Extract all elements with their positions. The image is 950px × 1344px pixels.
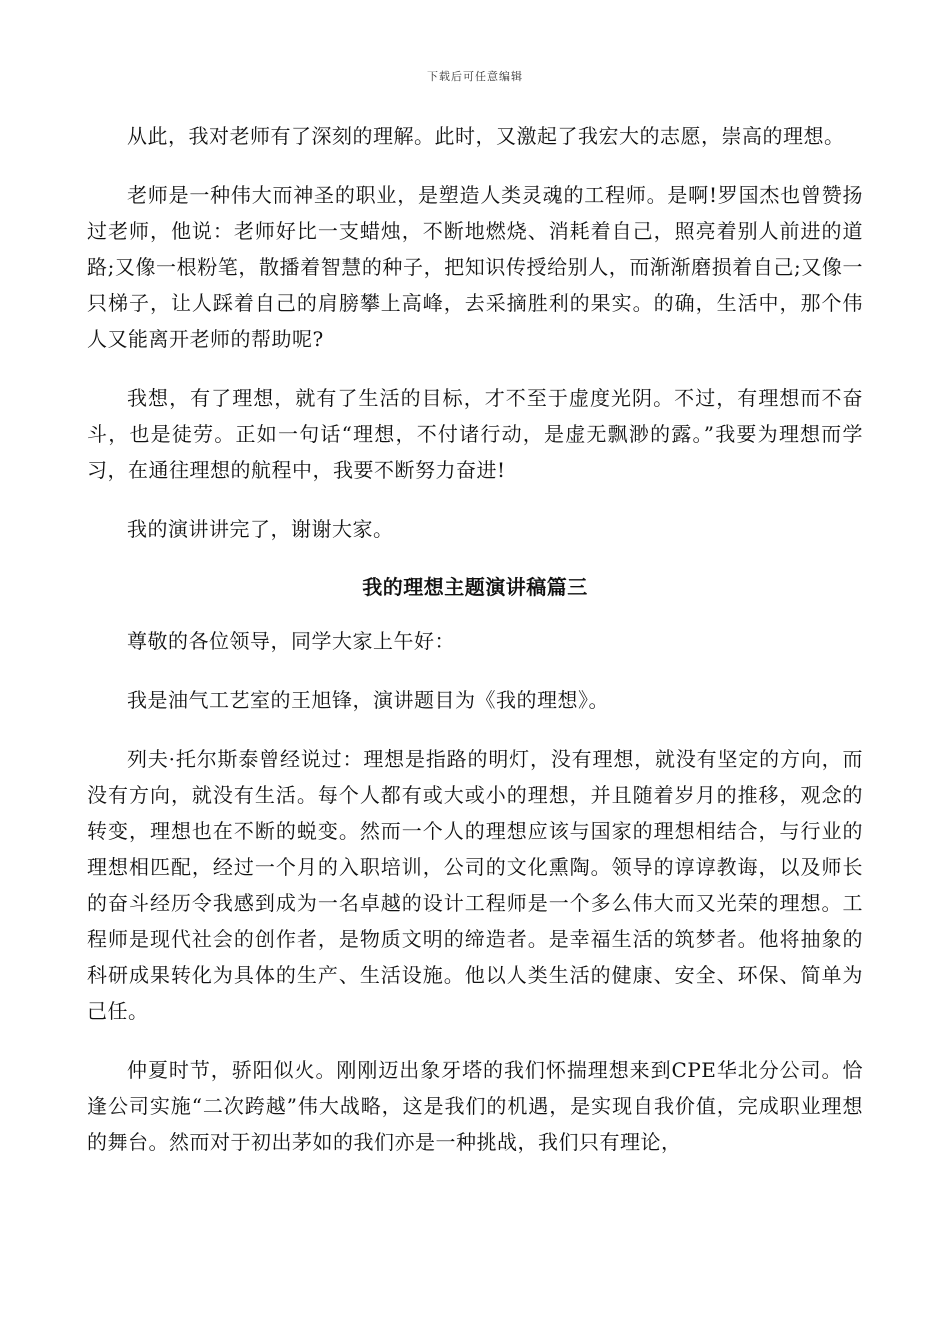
paragraph-5: 尊敬的各位领导，同学大家上午好： <box>127 629 455 653</box>
paragraph-8: 仲夏时节，骄阳似火。刚刚迈出象牙塔的我们怀揣理想来到CPE华北分公司。恰逢公司实施“二次跨越”伟大战略，这是我们的机遇，是实现自我价值，完成职业理想的舞台。然而对于初出茅如的我们亦是一种挑战，我们只有理论， <box>87 1058 863 1154</box>
section-heading: 我的理想主题演讲稿篇三 <box>362 575 588 599</box>
document-body <box>87 118 863 1183</box>
paragraph-2: 老师是一种伟大而神圣的职业，是塑造人类灵魂的工程师。是啊!罗国杰也曾赞扬过老师，他说：老师好比一支蜡烛，不断地燃烧、消耗着自己，照亮着别人前进的道路;又像一根粉笔，散播着智慧的种子，把知识传授给别人，而渐渐磨损着自己;又像一只梯子，让人踩着自己的肩膀攀上高峰，去采摘胜利的果实。的确，生活中，那个伟人又能离开老师的帮助呢? <box>87 183 863 351</box>
paragraph-7: 列夫·托尔斯泰曾经说过：理想是指路的明灯，没有理想，就没有坚定的方向，而没有方向，就没有生活。每个人都有或大或小的理想，并且随着岁月的推移，观念的转变，理想也在不断的蜕变。然而一个人的理想应该与国家的理想相结合，与行业的理想相匹配，经过一个月的入职培训，公司的文化熏陶。领导的谆谆教诲，以及师长的奋斗经历令我感到成为一名卓越的设计工程师是一个多么伟大而又光荣的理想。工程师是现代社会的创作者，是物质文明的缔造者。是幸福生活的筑梦者。他将抽象的科研成果转化为具体的生产、生活设施。他以人类生活的健康、安全、环保、简单为己任。 <box>87 747 863 1023</box>
paragraph-4: 我的演讲讲完了，谢谢大家。 <box>127 517 394 541</box>
paragraph-1: 从此，我对老师有了深刻的理解。此时，又激起了我宏大的志愿，崇高的理想。 <box>127 124 845 148</box>
paragraph-3: 我想，有了理想，就有了生活的目标，才不至于虚度光阴。不过，有理想而不奋斗，也是徒劳。正如一句话“理想，不付诸行动，是虚无飘渺的露。”我要为理想而学习，在通往理想的航程中，我要不断努力奋进! <box>87 386 863 482</box>
paragraph-6: 我是油气工艺室的王旭锋，演讲题目为《我的理想》。 <box>127 688 609 712</box>
page-header: 下载后可任意编辑 <box>427 70 523 83</box>
